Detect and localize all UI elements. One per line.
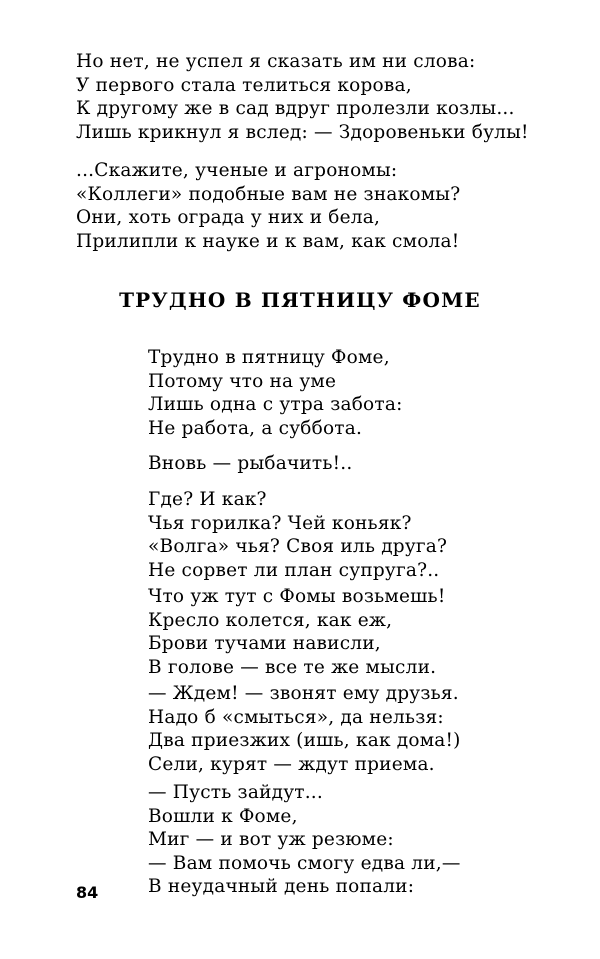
poem-stanza-6 bbox=[148, 781, 461, 899]
verse-line: ...Скажите, ученые и агрономы: bbox=[76, 160, 398, 181]
verse-line: К другому же в сад вдруг пролезли козлы... bbox=[76, 98, 515, 119]
verse-line: Лишь одна с утра забота: bbox=[148, 394, 403, 415]
page-number: 84 bbox=[76, 883, 99, 902]
verse-line: В неудачный день попали: bbox=[148, 876, 415, 897]
verse-line: Они, хоть ограда у них и бела, bbox=[76, 207, 381, 228]
verse-line: В голове — все те же мысли. bbox=[148, 656, 437, 678]
verse-line: Чья горилка? Чей коньяк? bbox=[148, 512, 412, 534]
verse-line: Трудно в пятницу Фоме, bbox=[148, 347, 390, 368]
verse-line: Брови тучами нависли, bbox=[148, 633, 381, 654]
poem-title: ТРУДНО В ПЯТНИЦУ ФОМЕ bbox=[119, 288, 481, 312]
poem-stanza-1 bbox=[148, 346, 403, 440]
verse-line: Надо б «смыться», да нельзя: bbox=[148, 706, 444, 728]
verse-line: Вошли к Фоме, bbox=[148, 805, 298, 827]
verse-line: Миг — и вот уж резюме: bbox=[148, 829, 394, 850]
verse-line: Лишь крикнул я вслед: — Здоровеньки булы! bbox=[76, 121, 529, 143]
poem-stanza-2 bbox=[148, 452, 352, 476]
previous-poem-stanza-2 bbox=[76, 159, 460, 253]
verse-line: Кресло колется, как еж, bbox=[148, 609, 393, 631]
verse-line: — Ждем! — звонят ему друзья. bbox=[148, 683, 459, 704]
verse-line: У первого стала телиться корова, bbox=[76, 74, 412, 96]
verse-line: Что уж тут с Фомы возьмешь! bbox=[148, 586, 446, 607]
previous-poem-stanza-1 bbox=[76, 50, 529, 144]
verse-line: — Вам помочь смогу едва ли,— bbox=[148, 852, 461, 874]
verse-line: — Пусть зайдут... bbox=[148, 782, 323, 803]
verse-line: Вновь — рыбачить!.. bbox=[148, 453, 353, 474]
verse-line: «Волга» чья? Своя иль друга? bbox=[148, 536, 448, 557]
verse-line: Потому что на уме bbox=[148, 370, 337, 392]
verse-line: Сели, курят — ждут приема. bbox=[148, 753, 435, 775]
verse-line: Два приезжих (ишь, как дома!) bbox=[148, 730, 461, 751]
verse-line: Не работа, а суббота. bbox=[148, 417, 363, 439]
verse-line: Прилипли к науке и к вам, как смола! bbox=[76, 230, 460, 252]
verse-line: Не сорвет ли план супруга?.. bbox=[148, 559, 440, 581]
poem-stanza-3 bbox=[148, 488, 447, 582]
verse-line: Но нет, не успел я сказать им ни слова: bbox=[76, 51, 476, 72]
verse-line: «Коллеги» подобные вам не знакомы? bbox=[76, 183, 461, 205]
verse-line: Где? И как? bbox=[148, 489, 267, 510]
poem-stanza-5 bbox=[148, 682, 461, 776]
poem-stanza-4 bbox=[148, 585, 445, 679]
